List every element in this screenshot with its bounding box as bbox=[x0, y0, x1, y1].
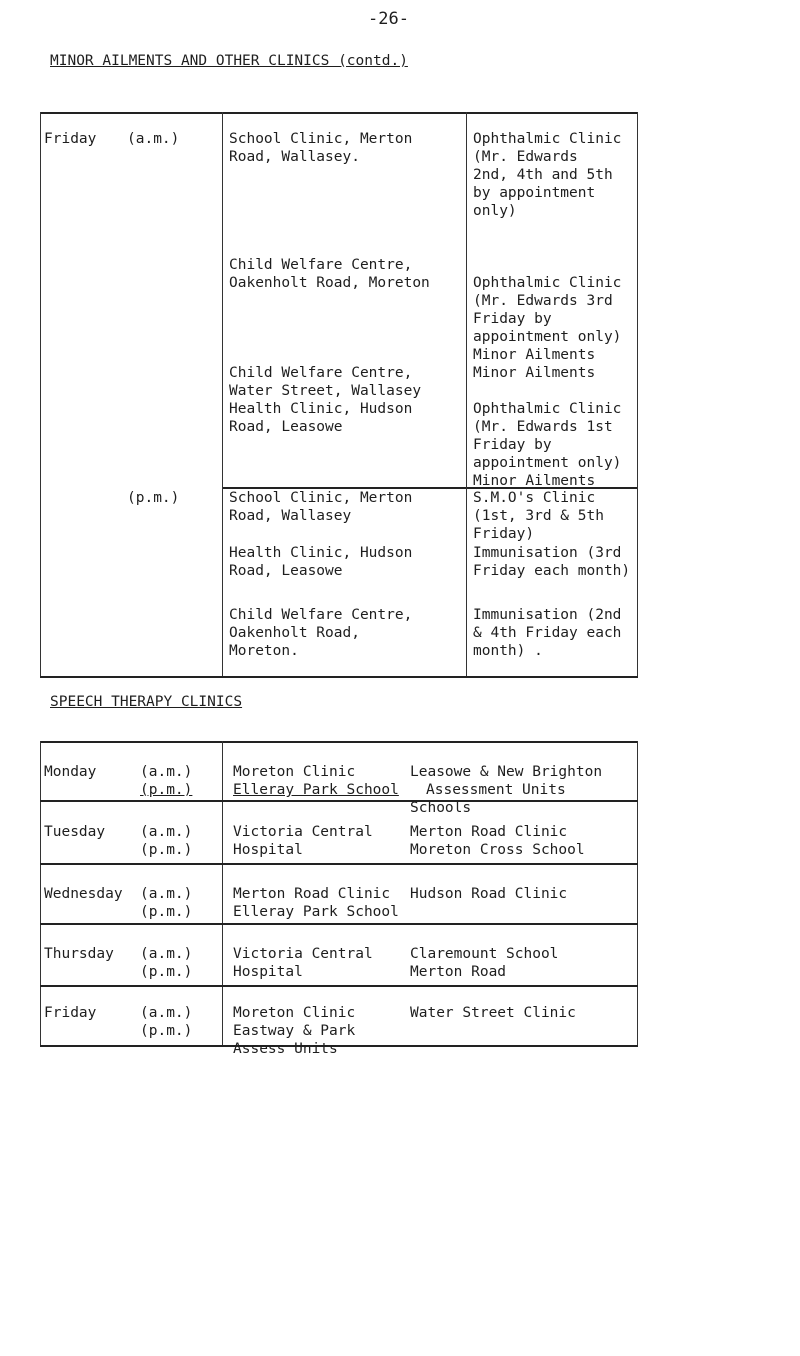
speech-monday-other: Leasowe & New Brighton Assessment Units Schools bbox=[410, 764, 603, 816]
day-label: Friday bbox=[44, 131, 97, 147]
speech-friday-places: Moreton Clinic Eastway & Park Assess Units bbox=[233, 1005, 356, 1057]
column-rule-1 bbox=[222, 112, 223, 676]
speech-friday-sessions: (a.m.) (p.m.) bbox=[140, 1005, 193, 1039]
speech-right-rule bbox=[637, 741, 638, 1046]
speech-row-rule-3 bbox=[40, 923, 638, 925]
speech-tuesday-day: Tuesday bbox=[44, 824, 106, 840]
table-top-rule bbox=[40, 112, 638, 114]
page-heading: MINOR AILMENTS AND OTHER CLINICS (contd.) bbox=[50, 53, 408, 69]
am-row-4-location: Health Clinic, Hudson Road, Leasowe bbox=[229, 401, 413, 435]
table-right-rule bbox=[637, 112, 638, 676]
speech-thursday-sessions: (a.m.) (p.m.) bbox=[140, 946, 193, 980]
speech-thursday-other: Claremount School Merton Road bbox=[410, 946, 559, 980]
speech-monday-places: Moreton Clinic Elleray Park School bbox=[233, 764, 399, 798]
speech-tuesday-places: Victoria Central Hospital bbox=[233, 824, 373, 858]
speech-friday-other: Water Street Clinic bbox=[410, 1005, 576, 1021]
speech-thursday-places: Victoria Central Hospital bbox=[233, 946, 373, 980]
column-rule-2 bbox=[466, 112, 467, 676]
am-row-3-location: Child Welfare Centre, Water Street, Wallasey bbox=[229, 365, 422, 399]
speech-monday-sessions: (a.m.) (p.m.) bbox=[140, 764, 193, 798]
speech-tuesday-other: Merton Road Clinic Moreton Cross School bbox=[410, 824, 585, 858]
speech-top-rule bbox=[40, 741, 638, 743]
speech-wednesday-places: Merton Road Clinic Elleray Park School bbox=[233, 886, 399, 920]
speech-therapy-heading: SPEECH THERAPY CLINICS bbox=[50, 694, 243, 710]
am-session-label: (a.m.) bbox=[127, 131, 180, 147]
speech-wednesday-sessions: (a.m.) (p.m.) bbox=[140, 886, 193, 920]
speech-friday-day: Friday bbox=[44, 1005, 97, 1021]
speech-row-rule-2 bbox=[40, 863, 638, 865]
pm-session-label: (p.m.) bbox=[127, 490, 180, 506]
am-row-3-clinic: Minor Ailments bbox=[473, 365, 596, 381]
am-row-1-location: School Clinic, Merton Road, Wallasey. bbox=[229, 131, 413, 165]
pm-row-2-clinic: Immunisation (3rd Friday each month) bbox=[473, 545, 631, 579]
pm-row-2-location: Health Clinic, Hudson Road, Leasowe bbox=[229, 545, 413, 579]
speech-wednesday-day: Wednesday bbox=[44, 886, 123, 902]
pm-row-3-location: Child Welfare Centre, Oakenholt Road, Moreton. bbox=[229, 607, 413, 659]
pm-row-3-clinic: Immunisation (2nd & 4th Friday each month) . bbox=[473, 607, 622, 659]
speech-row-rule-4 bbox=[40, 985, 638, 987]
speech-monday-day: Monday bbox=[44, 764, 97, 780]
speech-column-rule bbox=[222, 741, 223, 1046]
am-row-2-location: Child Welfare Centre, Oakenholt Road, Moreton bbox=[229, 257, 430, 291]
am-row-4-clinic: Ophthalmic Clinic (Mr. Edwards 1st Friday by appointment only) Minor Ailments bbox=[473, 401, 622, 489]
pm-row-1-clinic: S.M.O's Clinic (1st, 3rd & 5th Friday) bbox=[473, 490, 604, 542]
page-number: -26- bbox=[368, 9, 409, 29]
am-row-2-clinic: Ophthalmic Clinic (Mr. Edwards 3rd Friday by appointment only) Minor Ailments bbox=[473, 275, 622, 363]
speech-wednesday-other: Hudson Road Clinic bbox=[410, 886, 568, 902]
pm-row-1-location: School Clinic, Merton Road, Wallasey bbox=[229, 490, 413, 524]
table-bottom-rule bbox=[40, 676, 638, 678]
speech-thursday-day: Thursday bbox=[44, 946, 114, 962]
table-left-rule bbox=[40, 112, 41, 676]
speech-tuesday-sessions: (a.m.) (p.m.) bbox=[140, 824, 193, 858]
speech-left-rule bbox=[40, 741, 41, 1046]
am-row-1-clinic: Ophthalmic Clinic (Mr. Edwards 2nd, 4th and 5th by appointment only) bbox=[473, 131, 622, 219]
